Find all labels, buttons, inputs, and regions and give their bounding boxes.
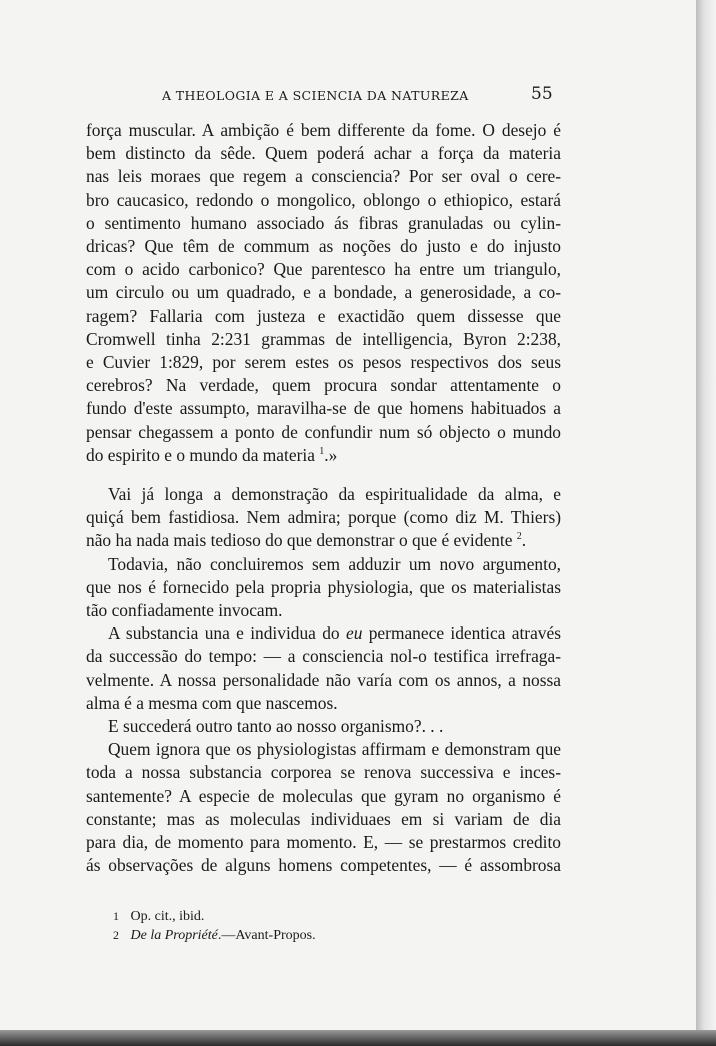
text-line: velmente. A nossa personalidade não varía com os annos, a nossa xyxy=(86,669,561,690)
line-text: não ha nada mais tedioso do que demonstrar o que é evidente xyxy=(86,530,513,551)
text-line: ragem? Fallaria com justeza e exactidão quem dissesse que xyxy=(86,305,561,326)
line-text: permanece identica através xyxy=(368,623,561,644)
text-line: Vai já longa a demonstração da espiritualidade da alma, e xyxy=(108,484,561,505)
paragraph xyxy=(86,622,561,715)
page-bottom-shadow xyxy=(0,1030,716,1046)
text-line: bem distincto da sêde. Quem poderá achar a força da materia xyxy=(86,143,561,164)
line-end: . xyxy=(521,530,527,551)
text-line: pensar chegassem a ponto de confundir num só objecto o mundo xyxy=(86,421,561,442)
footnote-reference[interactable]: 2 xyxy=(516,531,522,543)
paragraph xyxy=(86,119,561,467)
paragraph xyxy=(86,715,561,738)
footnote-text: Op. cit., ibid. xyxy=(130,909,205,924)
footnote xyxy=(113,926,316,945)
text-line xyxy=(86,444,561,467)
text-line: cerebros? Na verdade, quem procura sondar attentamente o xyxy=(86,375,561,396)
text-line: ás observações de alguns homens competentes, — é assombrosa xyxy=(86,855,561,876)
text-line: o sentimento humano associado ás fibras granuladas ou cylin- xyxy=(86,212,561,233)
text-line: alma é a mesma com que nascemos. xyxy=(86,692,338,713)
paragraph xyxy=(86,553,561,623)
text-line: e Cuvier 1:829, por serem estes os pesos respectivos dos seus xyxy=(86,352,561,373)
paragraph xyxy=(86,483,561,553)
text-line: constante; mas as moleculas individuaes em si variam de dia xyxy=(86,808,561,829)
footnotes xyxy=(113,907,316,945)
text-line: Cromwell tinha 2:231 grammas de intelligencia, Byron 2:238, xyxy=(86,328,561,349)
text-line: dricas? Que têm de commum as noções do justo e do injusto xyxy=(86,236,561,257)
text-line: Todavia, não concluiremos sem adduzir um novo argumento, xyxy=(108,553,561,574)
paragraph xyxy=(86,738,561,877)
body-text xyxy=(86,119,561,878)
footnote-number: 2 xyxy=(113,928,119,942)
text-line: força muscular. A ambição é bem differente da fome. O desejo é xyxy=(86,120,561,140)
text-line: para dia, de momento para momento. E, — se prestarmos credito xyxy=(86,832,561,853)
text-line: tão confiadamente invocam. xyxy=(86,600,283,621)
text-line: nas leis moraes que regem a consciencia? Por ser oval o cere- xyxy=(86,166,561,187)
text-line: da successão do tempo: — a consciencia nol-o testifica irrefraga- xyxy=(86,646,561,667)
text-line xyxy=(86,529,561,552)
footnote-text: .—Avant-Propos. xyxy=(217,928,316,943)
line-text: do espirito e o mundo da materia xyxy=(86,444,315,465)
italic-word: eu xyxy=(345,623,363,644)
text-line: fundo d'este assumpto, maravilha-se de que homens habituados a xyxy=(86,398,561,419)
text-line: Quem ignora que os physiologistas affirmam e demonstram que xyxy=(108,739,561,760)
footnote-number: 1 xyxy=(113,909,119,923)
footnote-title: De la Propriété xyxy=(130,928,218,943)
text-line: que nos é fornecido pela propria physiologia, que os materialistas xyxy=(86,576,561,597)
line-text: A substancia una e individua do xyxy=(108,623,340,644)
page-number: 55 xyxy=(531,84,553,104)
text-line: E succederá outro tanto ao nosso organismo?. . . xyxy=(108,716,444,737)
text-line xyxy=(86,622,561,645)
line-end: .» xyxy=(324,444,338,465)
text-line: santemente? A especie de moleculas que gyram no organismo é xyxy=(86,785,561,806)
text-line: bro caucasico, redondo o mongolico, oblongo o ethiopico, estará xyxy=(86,189,561,210)
text-line: quiçá bem fastidiosa. Nem admira; porque (como diz M. Thiers) xyxy=(86,507,561,528)
text-line: com o acido carbonico? Que parentesco ha entre um triangulo, xyxy=(86,259,561,280)
text-line: toda a nossa substancia corporea se renova successiva e inces- xyxy=(86,762,561,783)
text-line: um circulo ou um quadrado, e a bondade, a generosidade, a co- xyxy=(86,282,561,303)
running-title: A THEOLOGIA E A SCIENCIA DA NATUREZA xyxy=(162,88,469,103)
page-edge-shadow xyxy=(696,0,716,1046)
footnote-reference[interactable]: 1 xyxy=(319,445,325,457)
footnote xyxy=(113,907,316,926)
